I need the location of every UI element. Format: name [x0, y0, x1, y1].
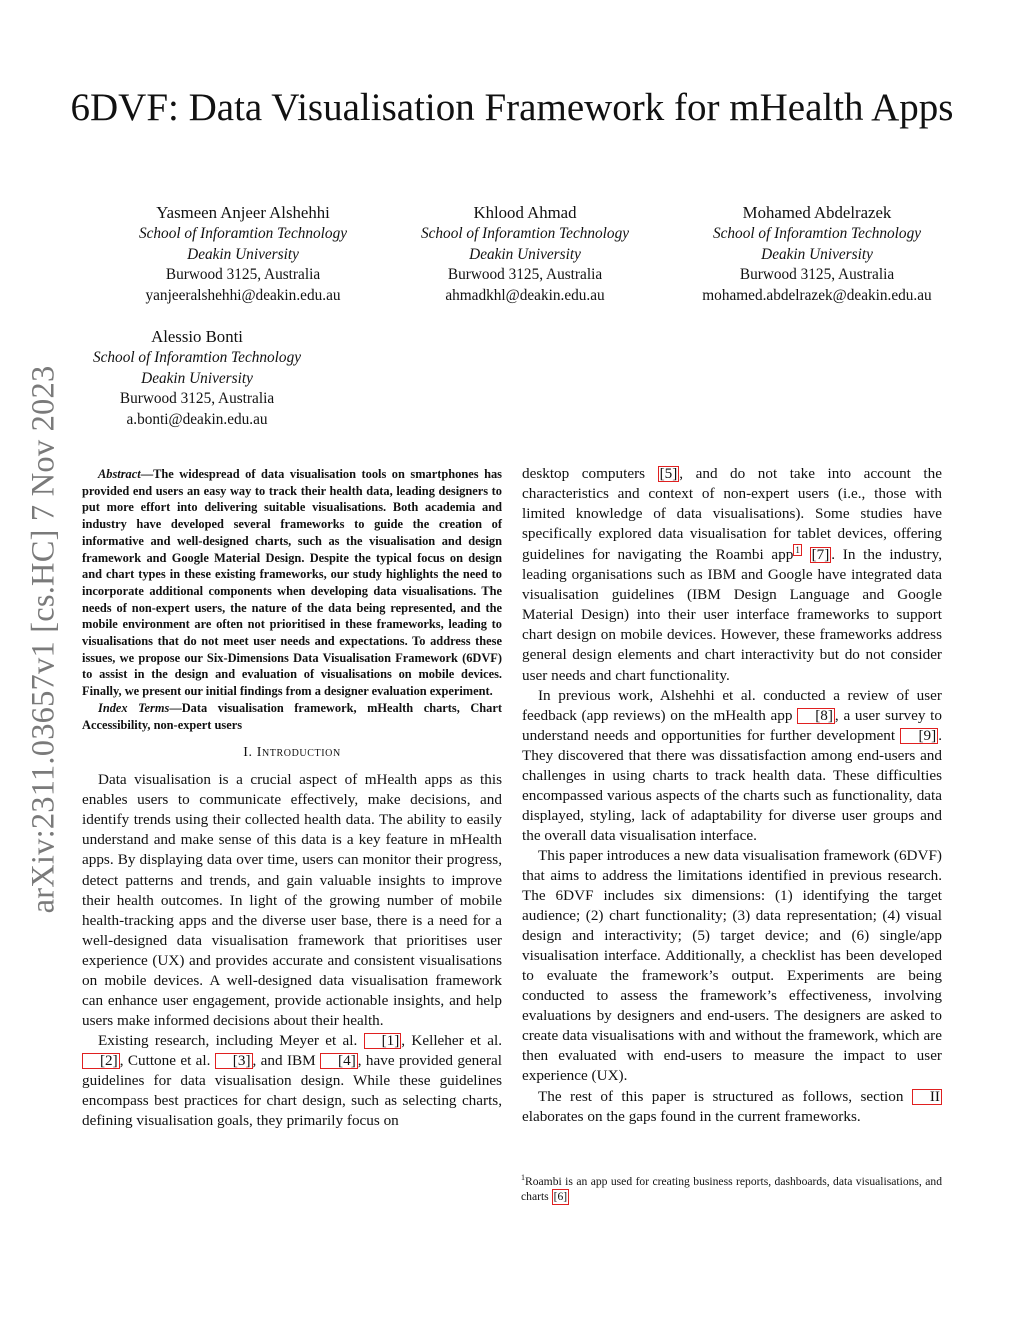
abstract-text: —The widespread of data visualisation tools on smartphones has provided end users an easy way to track their health data, leading designers to put more effort into delivering suitable visualisations. Both academia and industry have developed several frameworks to guide the creation of informative and well-designed charts, such as the visualisation and design framework and Google Material Design. Despite the typical focus on design and chart types in these existing frameworks, our study highlights the need to incorporate additional components when developing data visualisations. The needs of non-expert users, the nature of the data being represented, and the mobile environment are often not prioritised in these frameworks, leading to visualisations that do not meet user needs and expectations. To address these issues, we propose our Six-Dimensions Data Visualisation Framework (6DVF) to assist in the design and evaluation of visualisations on mobile devices. Finally, we present our initial findings from a designer evaluation experiment.	[82, 467, 502, 699]
section-link[interactable]: II	[912, 1089, 942, 1105]
text-run: Existing research, including Meyer et al.	[98, 1031, 364, 1049]
text-run: , a user survey to understand needs and opportunities for further development	[522, 706, 942, 744]
author-block-1	[98, 202, 388, 306]
text-run: , and do not take into account the characteristics and context of non-expert users (i.e., those with limited knowledge of data visualisations). Some studies have specifically explored data visualisation for tablet devices, offering guidelines for navigating the Roambi app	[522, 465, 942, 564]
text-run	[802, 546, 810, 563]
text-run: . They discovered that there was dissatisfaction among end-users and challenges in using charts to track health data. These difficulties encompassed various aspects of the charts such as functionality, data displayed, styling, lack of adaptability for diverse user groups and the overall data visualisation interface.	[522, 726, 942, 844]
text-run: The rest of this paper is structured as follows, section	[538, 1087, 912, 1105]
text-run: , have provided general guidelines for data visualisation design. While these guidelines encompass best practices for chart design, such as selecting charts, defining visualisation goals, they primarily focus on	[82, 1051, 503, 1130]
author-dept: School of Inforamtion Technology	[712, 225, 922, 242]
abstract	[82, 466, 502, 700]
author-univ: Deakin University	[141, 369, 253, 387]
author-address: Burwood 3125, Australia	[447, 266, 603, 284]
text-run: desktop computers	[522, 465, 658, 482]
author-address: Burwood 3125, Australia	[119, 390, 275, 408]
text-run: elaborates on the gaps found in the current frameworks.	[522, 1107, 861, 1125]
abstract-label: Abstract	[98, 467, 141, 481]
citation-link[interactable]: [6]	[553, 1190, 568, 1204]
footnote-text: Roambi is an app used for creating business reports, dashboards, data visualisations, and charts	[521, 1174, 942, 1204]
author-dept: School of Inforamtion Technology	[92, 349, 302, 366]
author-univ: Deakin University	[469, 245, 581, 263]
author-address: Burwood 3125, Australia	[165, 266, 321, 284]
footnote	[521, 1170, 942, 1205]
author-univ: Deakin University	[187, 245, 299, 263]
text-run: . In the industry, leading organisations such as IBM and Google have integrated data visualisation guidelines (IBM Design Language and Google Material Design) into their user interface frameworks to support chart design on mobile devices. However, these frameworks address general design elements and chart interactivity but do not consider user needs and chart functionality.	[522, 546, 942, 684]
footnote-mark: 1	[521, 1173, 525, 1182]
intro-paragraph-1: Data visualisation is a crucial aspect of mHealth apps as this enables users to communicate effectively, make decisions, and identify trends using their collected health data. The ability to easily understand and make sense of this data is a key feature in mHealth apps. By displaying data over time, users can monitor their progress, detect patterns and trends, and gain valuable insights to improve their health outcomes. In light of the growing number of mobile health-tracking apps and the diverse user base, there is a need for a well-designed data visualisation framework that prioritises user experience (UX) and provides accurate and consistent visualisations on mobile devices. A well-designed data visualisation framework can enhance user engagement, provide actionable insights, and help users make informed decisions about their health.	[82, 771, 502, 1029]
author-dept: School of Inforamtion Technology	[138, 225, 348, 242]
citation-link[interactable]: [3]	[215, 1053, 253, 1069]
right-paragraph-4	[522, 1087, 942, 1127]
text-run: , and IBM	[252, 1051, 321, 1069]
right-paragraph-3: This paper introduces a new data visualisation framework (6DVF) that aims to address the limitations identified in previous research. The 6DVF includes six dimensions: (1) identifying the target audience; (2) chart functionality; (3) data representation; (4) visual design and interactivity; (5) target device; and (6) single/app visualisation interface. Additionally, a checklist has been developed to evaluate the framework’s output. Experiments are being conducted to assess the framework’s effectiveness, involving evaluations by designers and end-users. The designers are asked to create data visualisations with and without the framework, which are then evaluated with end-users to measure the impact to user experience (UX).	[522, 846, 942, 1085]
right-paragraph-1	[522, 464, 942, 686]
text-run: , Kelleher et al.	[401, 1031, 503, 1049]
citation-link[interactable]: [8]	[797, 708, 835, 724]
section-number: I.	[243, 745, 257, 761]
author-email[interactable]: a.bonti@deakin.edu.au	[126, 410, 268, 428]
citation-link[interactable]: [5]	[659, 465, 678, 482]
text-run: In previous work, Alshehhi et al. conducted a review of user feedback (app reviews) on the mHealth app	[522, 686, 942, 724]
author-block-4	[52, 326, 342, 430]
citation-link[interactable]: [4]	[320, 1053, 358, 1069]
index-terms-text: —Data visualisation framework, mHealth charts, Chart Accessibility, non-expert users	[82, 700, 502, 732]
author-name: Khlood Ahmad	[473, 203, 577, 222]
author-email[interactable]: yanjeeralshehhi@deakin.edu.au	[145, 286, 341, 304]
left-column	[82, 466, 502, 1131]
index-terms	[82, 700, 502, 733]
citation-link[interactable]: [1]	[364, 1033, 402, 1049]
citation-link[interactable]: [9]	[900, 728, 938, 744]
arxiv-stamp	[14, 350, 74, 928]
author-address: Burwood 3125, Australia	[739, 266, 895, 284]
author-block-2	[380, 202, 670, 306]
right-paragraph-2	[522, 686, 942, 846]
author-dept: School of Inforamtion Technology	[420, 225, 630, 242]
intro-paragraph-2	[82, 1031, 502, 1131]
author-name: Alessio Bonti	[151, 327, 243, 346]
author-email[interactable]: mohamed.abdelrazek@deakin.edu.au	[702, 286, 932, 304]
section-title: Introduction	[256, 745, 341, 761]
citation-link[interactable]: [2]	[82, 1053, 120, 1069]
arxiv-id: arXiv:2311.03657v1 [cs.HC] 7 Nov 2023	[25, 365, 62, 913]
index-terms-label: Index Terms	[98, 700, 170, 715]
author-block-3	[672, 202, 962, 306]
author-univ: Deakin University	[761, 245, 873, 263]
right-column	[522, 464, 942, 1127]
citation-link[interactable]: [7]	[811, 546, 830, 564]
author-name: Mohamed Abdelrazek	[742, 203, 892, 222]
footnote-link[interactable]: 1	[795, 545, 800, 556]
section-heading-introduction	[82, 743, 502, 763]
text-run: , Cuttone et al.	[119, 1051, 215, 1069]
author-name: Yasmeen Anjeer Alshehhi	[156, 203, 330, 222]
author-email[interactable]: ahmadkhl@deakin.edu.au	[445, 286, 605, 304]
paper-title: 6DVF: Data Visualisation Framework for mHealth Apps	[70, 86, 954, 129]
